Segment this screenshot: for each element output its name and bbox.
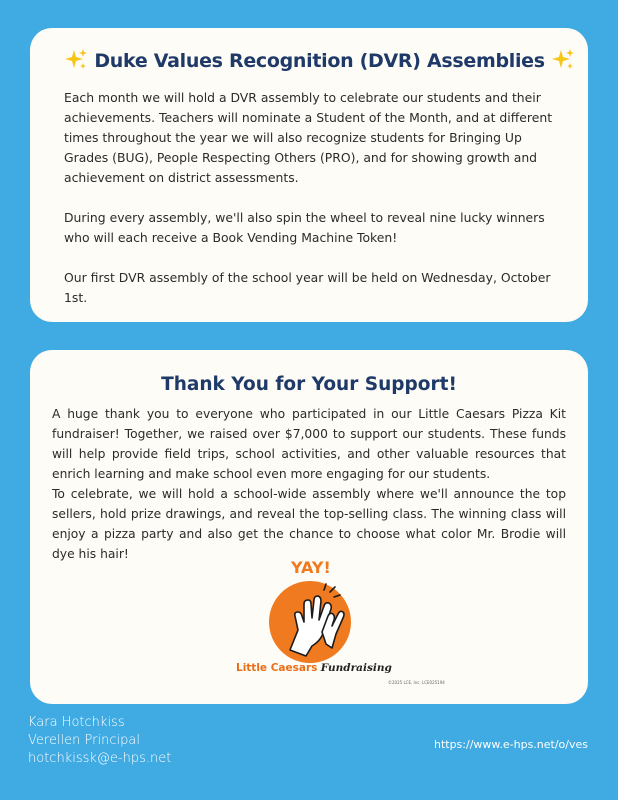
principal-signature [28,714,171,768]
thanks-paragraph: A huge thank you to everyone who participated in our Little Caesars Pizza Kit fundraiser! Together, we raised over $7,000 to support our students. These funds will help provide field trips, school activities, and other valuable resources that enrich learning and make school even more engaging for our students. [52,407,566,481]
thanks-paragraph: To celebrate, we will hold a school-wide assembly where we'll announce the top sellers, hold prize drawings, and reveal the top-selling class. The winning class will enjoy a pizza party and also get the chance to choose what color Mr. Brodie will dye his hair! [52,487,566,561]
little-caesars-logo [30,558,588,686]
dvr-title [64,44,554,78]
dvr-paragraph: Our first DVR assembly of the school year will be held on Wednesday, October 1st. [64,270,551,305]
brand-logo-text [236,662,392,674]
principal-role: Verellen Principal [28,733,140,748]
brand-fine-print: ©2025 LCE, Inc. LCE025194 [388,680,445,685]
principal-name: Kara Hotchkiss [28,715,125,730]
dvr-title-text: Duke Values Recognition (DVR) Assemblies [94,50,545,72]
brand-sub: Fundraising [320,662,392,674]
yay-label: YAY! [291,558,331,577]
dvr-card [30,28,588,322]
school-website-link[interactable]: https://www.e-hps.net/o/ves [433,738,588,751]
brand-name: Little Caesars [236,662,318,674]
thanks-card [30,350,588,704]
dvr-paragraph: Each month we will hold a DVR assembly to celebrate our students and their achievements. Teachers will nominate a Student of the Month, and at different times throughout the year we will also recognize students for Bringing Up Grades (BUG), People Respecting Others (PRO), and for showing growth and achievement on district assessments. [64,90,553,185]
dvr-paragraph: During every assembly, we'll also spin the wheel to reveal nine lucky winners who will each receive a Book Vending Machine Token! [64,210,545,245]
principal-email[interactable]: hotchkissk@e-hps.net [28,751,172,766]
sparkles-icon [64,48,88,72]
thanks-title: Thank You for Your Support! [161,374,457,395]
sparkles-icon [551,48,575,72]
high-five-icon [268,580,352,664]
